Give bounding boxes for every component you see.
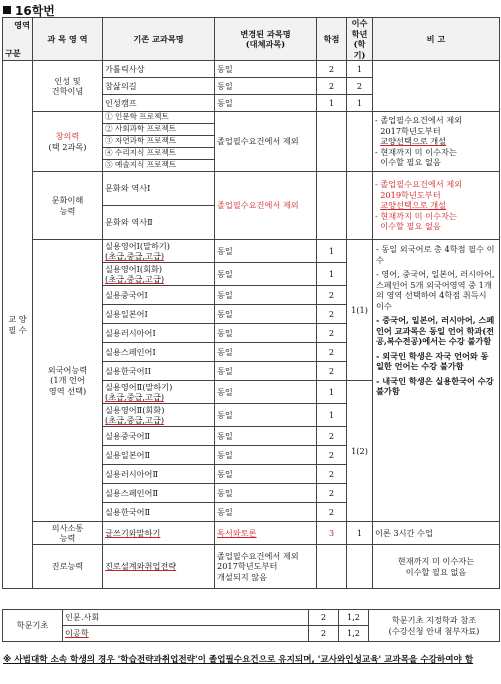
course-name: ② 사회과학 프로젝트 xyxy=(103,124,215,136)
table-row xyxy=(3,240,500,263)
year: 2 xyxy=(347,78,373,95)
remarks: 이론 3시간 수업 xyxy=(373,522,500,545)
credits: 2 xyxy=(317,61,347,78)
course-name: ⑤ 예술지식 프로젝트 xyxy=(103,160,215,172)
table-header-row xyxy=(3,18,500,61)
changed-course: 졸업필수요건에서 제외 2017학년도부터 개설되지 않음 xyxy=(215,545,317,589)
course-name: 이공학 xyxy=(63,626,309,642)
changed-course: 동일 xyxy=(215,446,317,465)
course-name: 실용영어Ⅰ(회화) (초급,중급,고급) xyxy=(103,263,215,286)
credits: 1 xyxy=(317,240,347,263)
remarks-empty xyxy=(373,61,500,112)
course-name: 인문.사회 xyxy=(63,610,309,626)
course-name: 참삶의길 xyxy=(103,78,215,95)
credits: 2 xyxy=(309,610,339,626)
credits: 1 xyxy=(317,381,347,404)
credits: 2 xyxy=(317,427,347,446)
changed-course: 동일 xyxy=(215,465,317,484)
credits: 2 xyxy=(317,305,347,324)
square-bullet-icon xyxy=(3,6,11,14)
credits-empty xyxy=(317,545,347,589)
header-year: 이수 학년 (학기) xyxy=(347,18,373,61)
credits: 2 xyxy=(317,324,347,343)
remarks-foundation: 학문기초 지정학과 참조 (수강신청 안내 첨부자료) xyxy=(369,610,500,642)
changed-course: 동일 xyxy=(215,78,317,95)
credits: 1 xyxy=(317,404,347,427)
year-empty xyxy=(347,112,373,172)
header-credits: 학점 xyxy=(317,18,347,61)
area-communication: 의사소통 능력 xyxy=(33,522,103,545)
changed-course: 동일 xyxy=(215,61,317,78)
changed-course: 동일 xyxy=(215,404,317,427)
table-row xyxy=(3,545,500,589)
remarks: 현재까지 미 이수자는 이수할 필요 없음 xyxy=(373,545,500,589)
credits: 2 xyxy=(317,78,347,95)
section-heading: 16학번 xyxy=(3,2,55,19)
year: 1 xyxy=(347,95,373,112)
changed-course: 졸업필수요건에서 제외 xyxy=(215,172,317,240)
credits: 2 xyxy=(317,446,347,465)
year: 1,2 xyxy=(339,626,369,642)
credits-empty xyxy=(317,112,347,172)
credits: 2 xyxy=(317,286,347,305)
course-name: 진로설계와취업전략 xyxy=(103,545,215,589)
changed-course: 동일 xyxy=(215,503,317,522)
changed-course: 졸업필수요건에서 제외 xyxy=(215,112,317,172)
credits-empty xyxy=(317,172,347,240)
changed-course: 동일 xyxy=(215,263,317,286)
general-education-label: 교 양 필 수 xyxy=(3,61,33,589)
curriculum-table xyxy=(2,17,500,589)
course-name: 문화와 역사Ⅰ xyxy=(103,172,215,206)
table-row xyxy=(3,610,500,626)
year: 1(1) xyxy=(347,240,373,381)
header-diagonal-cell: 영역 구분 xyxy=(3,18,33,61)
credits: 2 xyxy=(317,465,347,484)
course-name: 문화와 역사Ⅱ xyxy=(103,206,215,240)
credits: 2 xyxy=(317,503,347,522)
header-existing-course: 기존 교과목명 xyxy=(103,18,215,61)
header-subject-area: 과 목 영 역 xyxy=(33,18,103,61)
changed-course: 동일 xyxy=(215,362,317,381)
course-name: ④ 수리지식 프로젝트 xyxy=(103,148,215,160)
course-name: 실용한국어ⅠⅠ xyxy=(103,362,215,381)
course-name: ③ 자연과학 프로젝트 xyxy=(103,136,215,148)
header-changed-course: 변경된 과목명 (대체과목) xyxy=(215,18,317,61)
course-name: 실용중국어Ⅰ xyxy=(103,286,215,305)
course-name: 실용영어Ⅱ(말하기) (초급,중급,고급) xyxy=(103,381,215,404)
area-career: 진로능력 xyxy=(33,545,103,589)
changed-course: 동일 xyxy=(215,324,317,343)
table-row xyxy=(3,172,500,206)
course-name: 실용일본어Ⅰ xyxy=(103,305,215,324)
course-name: 실용한국어Ⅱ xyxy=(103,503,215,522)
area-culture: 문화이해 능력 xyxy=(33,172,103,240)
header-remarks: 비 고 xyxy=(373,18,500,61)
area-language: 외국어능력 (1개 언어 영역 선택) xyxy=(33,240,103,522)
table-row xyxy=(3,522,500,545)
changed-course: 동일 xyxy=(215,286,317,305)
changed-course: 독서와토론 xyxy=(215,522,317,545)
remarks-language: - 동일 외국어로 총 4학점 필수 이수 - 영어, 중국어, 일본어, 러시아어, 스페인어 5개 외국어영역 중 1개의 영역 선택하여 4학점 취득시 이수 - 중국어, 일본어, 러시아어, 스페인어 교과목은 동일 언어 학과(전공,복수전공)에서는 수강 불가함 - 외국인 학생은 자국 언어와 동일한 언어는 수강 불가함 - 내국인 학생은 실용한국어 수강 불가함 xyxy=(373,240,500,522)
course-name: 가톨릭사상 xyxy=(103,61,215,78)
course-name: 실용영어Ⅰ(말하기) (초급,중급,고급) xyxy=(103,240,215,263)
credits: 3 xyxy=(317,522,347,545)
credits: 2 xyxy=(317,362,347,381)
year: 1,2 xyxy=(339,610,369,626)
footnote: ※ 사범대학 소속 학생의 경우 '학습전략과취업전략'이 졸업필수요건으로 유지되며, '교사와인성교육' 교과목을 수강하여야 함 xyxy=(3,655,474,665)
course-name: 실용일본어Ⅱ xyxy=(103,446,215,465)
course-name: 글쓰기와말하기 xyxy=(103,522,215,545)
year: 1 xyxy=(347,61,373,78)
year-empty xyxy=(347,545,373,589)
course-name: 실용영어Ⅱ(회화) (초급,중급,고급) xyxy=(103,404,215,427)
credits: 1 xyxy=(317,263,347,286)
course-name: 실용러시아어Ⅱ xyxy=(103,465,215,484)
credits: 2 xyxy=(309,626,339,642)
changed-course: 동일 xyxy=(215,305,317,324)
year: 1(2) xyxy=(347,381,373,522)
credits: 2 xyxy=(317,484,347,503)
table-row xyxy=(3,112,500,124)
changed-course: 동일 xyxy=(215,343,317,362)
changed-course: 동일 xyxy=(215,427,317,446)
foundation-label: 학문기초 xyxy=(3,610,63,642)
remarks-culture: - 졸업필수요건에서 제외 2019학년도부터 교양선택으로 개설 - 현재까지 미 이수자는 이수할 필요 없음 xyxy=(373,172,500,240)
course-name: 실용러시아어Ⅰ xyxy=(103,324,215,343)
course-name: 실용중국어Ⅱ xyxy=(103,427,215,446)
remarks-creative: - 졸업필수요건에서 제외 2017학년도부터 교양선택으로 개설 - 현재까지 미 이수자는 이수할 필요 없음 xyxy=(373,112,500,172)
changed-course: 동일 xyxy=(215,484,317,503)
area-character: 인성 및 건학이념 xyxy=(33,61,103,112)
changed-course: 동일 xyxy=(215,381,317,404)
changed-course: 동일 xyxy=(215,95,317,112)
year-empty xyxy=(347,172,373,240)
course-name: 실용스페인어Ⅱ xyxy=(103,484,215,503)
year: 1 xyxy=(347,522,373,545)
course-name: 인성캠프 xyxy=(103,95,215,112)
foundation-table xyxy=(2,609,500,642)
course-name: ① 인문학 프로젝트 xyxy=(103,112,215,124)
credits: 2 xyxy=(317,343,347,362)
course-name: 실용스페인어Ⅰ xyxy=(103,343,215,362)
table-row xyxy=(3,61,500,78)
area-creative: 창의력 (택 2과목) xyxy=(33,112,103,172)
credits: 1 xyxy=(317,95,347,112)
changed-course: 동일 xyxy=(215,240,317,263)
